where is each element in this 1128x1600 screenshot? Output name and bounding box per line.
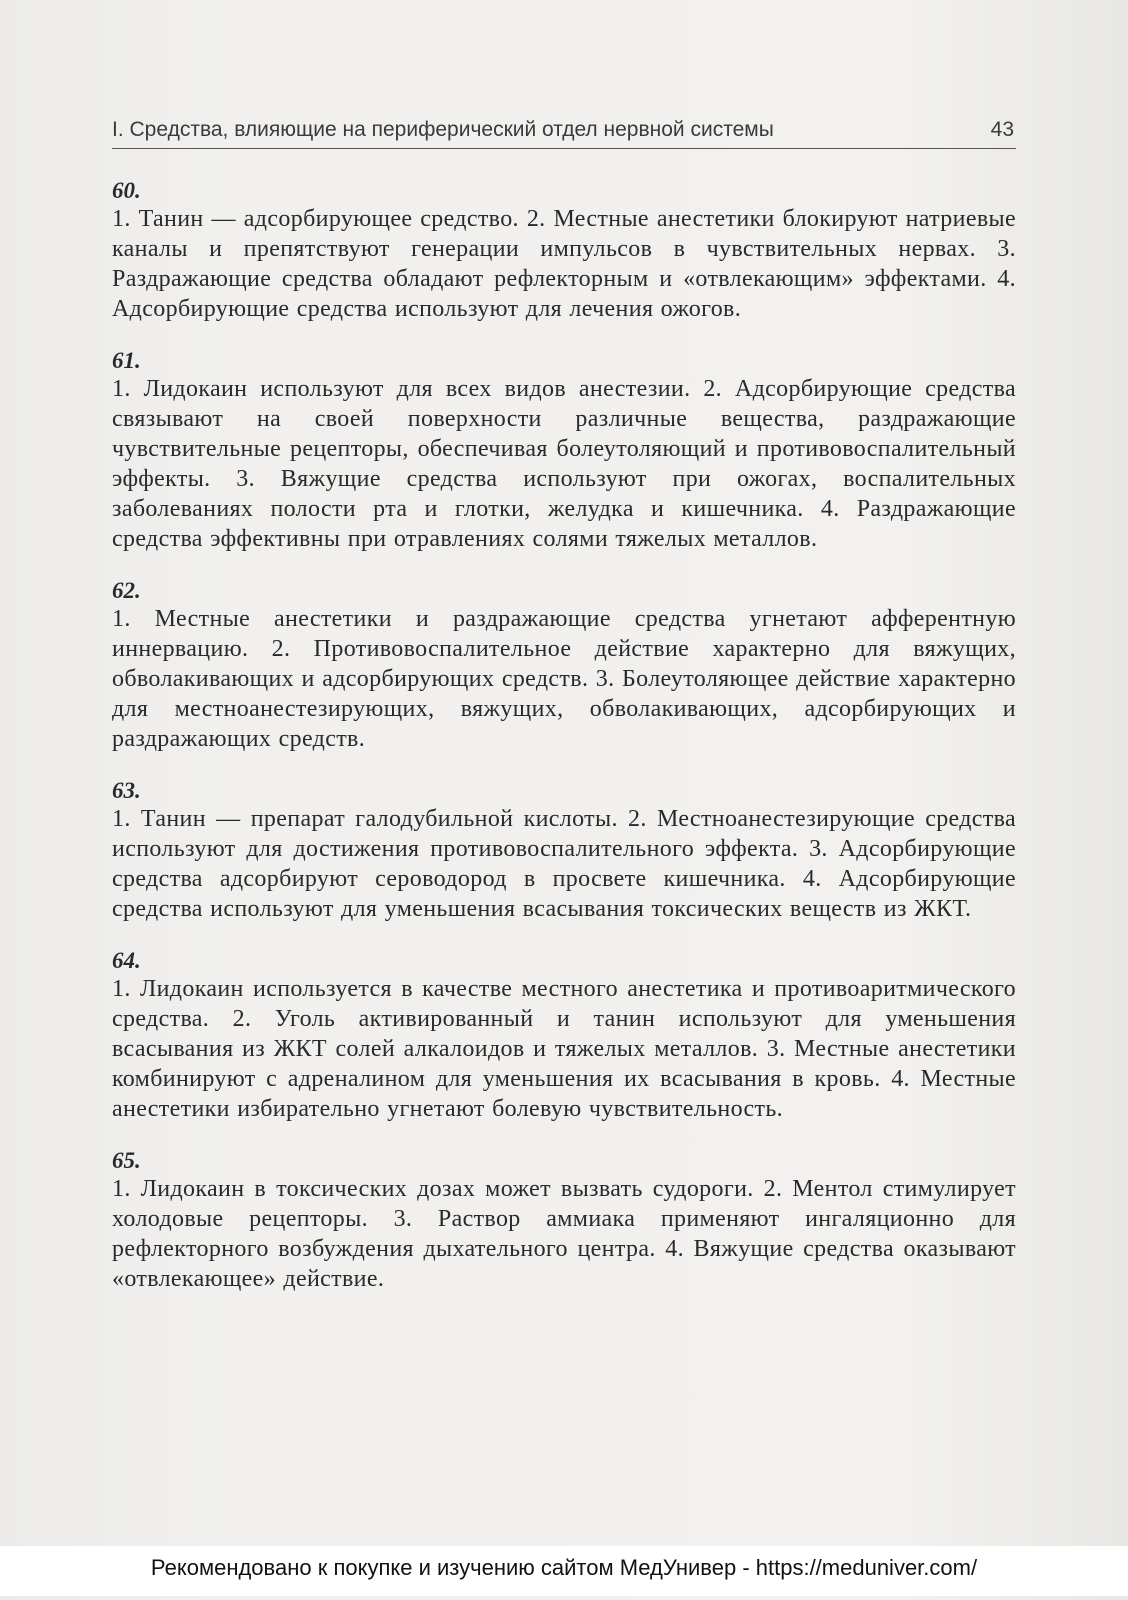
- footer-banner: [0, 1546, 1128, 1596]
- footer-text: Рекомендовано к покупке и изучению сайтом МедУнивер - https://meduniver.com/: [150, 1555, 978, 1580]
- question-number: 65.: [112, 1148, 141, 1173]
- question-text: 1. Лидокаин в токсических дозах может вызвать судороги. 2. Ментол стимулирует холодовые рецепторы. 3. Раствор аммиака применяют ингаляционно для рефлекторного возбуждения дыхательного центра. 4. Вяжущие средства оказывают «отвлекающее» действие.: [112, 1176, 1016, 1292]
- question-block: [112, 1148, 1016, 1294]
- question-text: 1. Танин — адсорбирующее средство. 2. Местные анестетики блокируют натриевые каналы и препятствуют генерации импульсов в чувствительных нервах. 3. Раздражающие средства обладают рефлекторным и «отвлекающим» эффектами. 4. Адсорбирующие средства используют для лечения ожогов.: [112, 206, 1016, 322]
- question-number: 64.: [112, 948, 141, 973]
- question-block: [112, 778, 1016, 924]
- page-number: 43: [990, 118, 1014, 141]
- question-block: [112, 348, 1016, 554]
- question-number: 60.: [112, 178, 141, 203]
- question-text: 1. Местные анестетики и раздражающие средства угнетают афферентную иннервацию. 2. Противовоспалительное действие характерно для вяжущих, обволакивающих и адсорбирующих средств. 3. Болеутоляющее действие характерно для местноанестезирующих, вяжущих, обволакивающих, адсорбирующих и раздражающих средств.: [112, 606, 1016, 752]
- question-text: 1. Лидокаин используют для всех видов анестезии. 2. Адсорбирующие средства связывают на своей поверхности различные вещества, раздражающие чувствительные рецепторы, обеспечивая болеутоляющий и противовоспалительный эффекты. 3. Вяжущие средства используют при ожогах, воспалительных заболеваниях полости рта и глотки, желудка и кишечника. 4. Раздражающие средства эффективны при отравлениях солями тяжелых металлов.: [112, 376, 1016, 552]
- header-title: I. Средства, влияющие на периферический отдел нервной системы: [112, 118, 774, 141]
- questions-list: [112, 178, 1016, 1318]
- question-number: 63.: [112, 778, 141, 803]
- question-block: [112, 178, 1016, 324]
- question-text: 1. Лидокаин используется в качестве местного анестетика и противоаритмического средства. 2. Уголь активированный и танин используют для уменьшения всасывания из ЖКТ солей алкалоидов и тяжелых металлов. 3. Местные анестетики комбинируют с адреналином для уменьшения их всасывания в кровь. 4. Местные анестетики избирательно угнетают болевую чувствительность.: [112, 976, 1016, 1122]
- question-number: 62.: [112, 578, 141, 603]
- question-text: 1. Танин — препарат галодубильной кислоты. 2. Местноанестезирующие средства используют для достижения противовоспалительного эффекта. 3. Адсорбирующие средства адсорбируют сероводород в просвете кишечника. 4. Адсорбирующие средства используют для уменьшения всасывания токсических веществ из ЖКТ.: [112, 806, 1016, 922]
- running-header: [112, 115, 1016, 149]
- question-block: [112, 948, 1016, 1124]
- question-number: 61.: [112, 348, 141, 373]
- question-block: [112, 578, 1016, 754]
